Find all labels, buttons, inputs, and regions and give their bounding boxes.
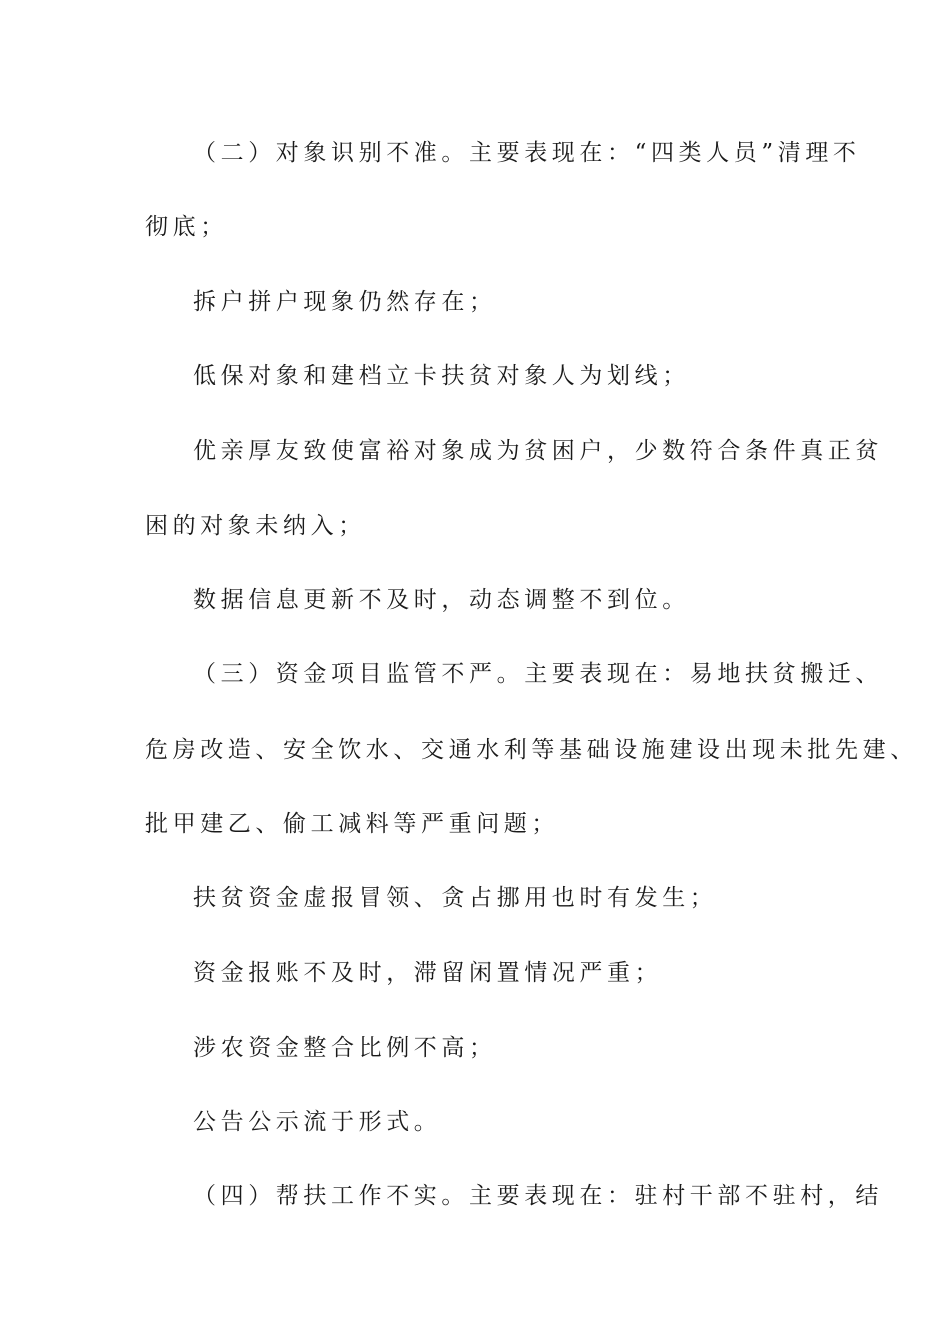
paragraph-line: 资金报账不及时，滞留闲置情况严重；: [193, 960, 663, 986]
paragraph-line: （三）资金项目监管不严。主要表现在：易地扶贫搬迁、: [193, 661, 883, 687]
paragraph-line: 拆户拼户现象仍然存在；: [193, 289, 497, 315]
paragraph-line: 批甲建乙、偷工减料等严重问题；: [145, 811, 559, 837]
paragraph-line: （四）帮扶工作不实。主要表现在：驻村干部不驻村，结: [193, 1183, 883, 1209]
paragraph-line: 危房改造、安全饮水、交通水利等基础设施建设出现未批先建、: [145, 737, 918, 763]
paragraph-line: 低保对象和建档立卡扶贫对象人为划线；: [193, 363, 690, 389]
paragraph-line: 困的对象未纳入；: [145, 513, 366, 539]
paragraph-line: 彻底；: [145, 214, 228, 240]
paragraph-line: （二）对象识别不准。主要表现在：“四类人员”清理不: [193, 140, 861, 166]
paragraph-line: 数据信息更新不及时，动态调整不到位。: [193, 587, 690, 613]
paragraph-line: 涉农资金整合比例不高；: [193, 1035, 497, 1061]
paragraph-line: 扶贫资金虚报冒领、贪占挪用也时有发生；: [193, 885, 718, 911]
paragraph-line: 公告公示流于形式。: [193, 1109, 442, 1135]
paragraph-line: 优亲厚友致使富裕对象成为贫困户，少数符合条件真正贫: [193, 438, 883, 464]
